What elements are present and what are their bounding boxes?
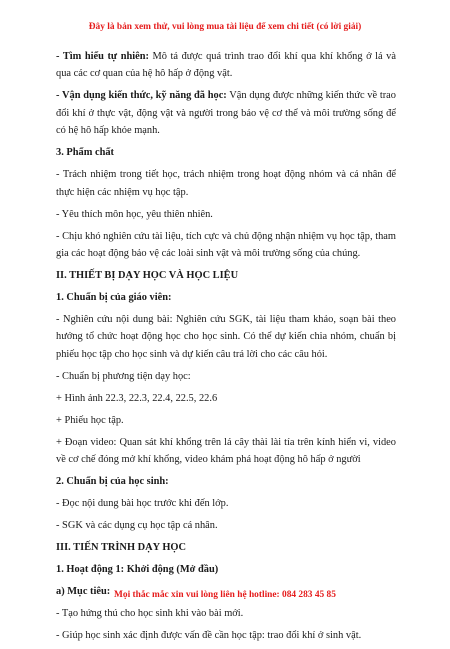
paragraph: - Nghiên cứu nội dung bài: Nghiên cứu SGK, tài liệu tham khảo, soạn bài theo hướng tổ chức hoạt động học cho học sinh. Có thể dự kiến chia nhóm, chuẩn bị phiếu học tập cho học sinh và dự kiến câu trả lời cho các câu hỏi.	[56, 314, 396, 360]
section-heading: 3. Phẩm chất	[56, 147, 115, 159]
paragraph: - SGK và các dụng cụ học tập cá nhân.	[56, 520, 218, 532]
paragraph: + Đoạn video: Quan sát khí khổng trên lá cây thài lài tía trên kính hiển vi, video về cơ chế đóng mở khí khổng, video khám phá hoạt động hô hấp ở người	[56, 436, 396, 466]
document-body	[56, 48, 396, 649]
paragraph: + Phiếu học tập.	[56, 414, 124, 426]
section-heading: III. TIẾN TRÌNH DẠY HỌC	[56, 542, 187, 554]
section-heading: a) Mục tiêu:	[56, 586, 111, 598]
paragraph-text: Mô tả được quá trình trao đổi khí qua khí khổng ở lá và qua các cơ quan của hệ hô hấp ở động vật.	[56, 51, 396, 80]
paragraph: + Hình ảnh 22.3, 22.3, 22.4, 22.5, 22.6	[56, 392, 218, 404]
section-heading: 1. Chuẩn bị của giáo viên:	[56, 292, 172, 304]
section-heading: II. THIẾT BỊ DẠY HỌC VÀ HỌC LIỆU	[56, 270, 239, 282]
paragraph: - Giúp học sinh xác định được vấn đề cần học tập: trao đổi khí ở sinh vật.	[56, 630, 362, 642]
paragraph-text: Vận dụng được những kiến thức về trao đổi khí ở thực vật, động vật và người trong bảo vệ cơ thể và môi trường sống để có hệ hô hấp khỏe mạnh.	[56, 90, 396, 137]
hotline-footer: Mọi thắc mắc xin vui lòng liên hệ hotline: 084 283 45 85	[114, 590, 336, 600]
paragraph: - Đọc nội dung bài học trước khi đến lớp.	[56, 498, 229, 510]
paragraph: - Yêu thích môn học, yêu thiên nhiên.	[56, 208, 213, 220]
paragraph	[56, 87, 396, 139]
section-heading: 2. Chuẩn bị của học sinh:	[56, 476, 169, 488]
bold-label: - Vận dụng kiến thức, kỹ năng đã học:	[56, 90, 227, 102]
paragraph: - Tạo hứng thú cho học sinh khi vào bài mới.	[56, 608, 244, 620]
paragraph: - Chuẩn bị phương tiện dạy học:	[56, 370, 191, 382]
paragraph: - Trách nhiệm trong tiết học, trách nhiệm trong hoạt động nhóm và cá nhân để thực hiện các nhiệm vụ học tập.	[56, 169, 396, 198]
bold-label: - Tìm hiểu tự nhiên:	[56, 51, 149, 62]
preview-notice: Đây là bản xem thử, vui lòng mua tài liệu để xem chi tiết (có lời giải)	[88, 22, 362, 32]
paragraph	[56, 48, 396, 83]
section-heading: 1. Hoạt động 1: Khởi động (Mở đầu)	[56, 564, 219, 576]
paragraph: - Chịu khó nghiên cứu tài liệu, tích cực và chủ động nhận nhiệm vụ học tập, tham gia các hoạt động bảo vệ các loài sinh vật và môi trường sống của chúng.	[56, 230, 396, 260]
